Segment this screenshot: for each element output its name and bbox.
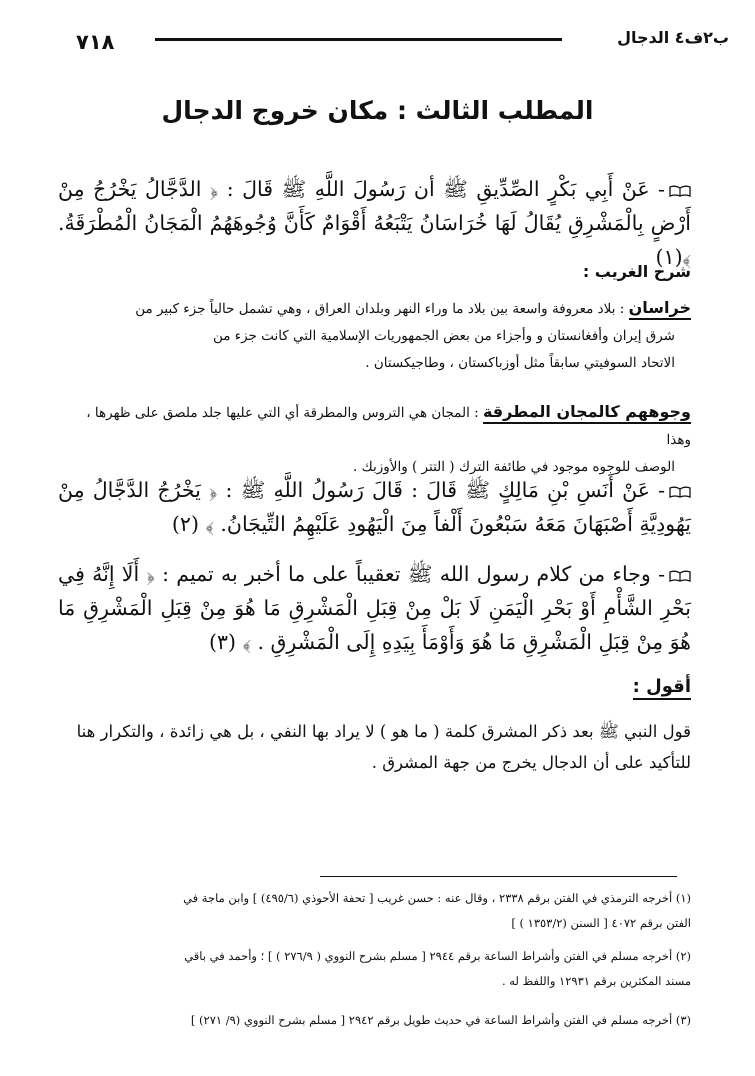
section-title: المطلب الثالث : مكان خروج الدجال [161,96,594,125]
hadith-2-text: - عَنْ أَنَسِ بْنِ مَالِكٍ ﷺ قَالَ : قَالَ رَسُولُ اللَّهِ ﷺ : ﴿ يَخْرُجُ الدَّجَّالُ مِنْ يَهُودِيَّةِ أَصْبَهَانَ مَعَهُ سَبْعُونَ أَلْفاً مِنَ الْيَهُودِ عَلَيْهِمُ التِّيجَانُ. ﴾ (٢) [58,478,691,536]
gloss-line: : المجان هي التروس والمطرقة أي التي عليها جلد ملصق على ظهرها ، وهذا [86,405,691,448]
footnote-line: مسند المكثرين برقم ١٢٩٣١ واللفظ له . [501,974,691,988]
gloss-line: شرق إيران وأفغانستان و وأجزاء من بعض الجمهوريات الإسلامية التي كانت جزء من [212,328,675,344]
gloss-line: : بلاد معروفة واسعة بين بلاد ما وراء النهر وبلدان العراق ، وهي تشمل حالياً جزء كبير من [135,301,625,317]
running-header: ب٢ف٤ الدجال [617,28,729,47]
footnote-line: (٢) أخرجه مسلم في الفتن وأشراط الساعة برقم ٢٩٤٤ [ مسلم بشرح النووي ( ٢٧٦/٩ ) ] ؛ وأحمد في باقي [184,949,691,963]
comment-paragraph: قول النبي ﷺ بعد ذكر المشرق كلمة ( ما هو ) لا يراد بها النفي ، بل هي زائدة ، والتكرار هنا للتأكيد على أن الدجال يخرج من جهة المشرق . [76,722,691,772]
footnote-line: الفتن برقم ٤٠٧٢ [ السنن (١٣٥٣/٢ ) ] [511,916,691,930]
gloss-item [58,398,691,481]
page-number: ٧١٨ [76,30,115,54]
gloss-item [58,294,691,377]
footnote-line: (١) أخرجه الترمذي في الفتن برقم ٢٣٣٨ ، وقال عنه : حسن غريب [ تحفة الأحوذي (٤٩٥/٦) ] وابن ماجة في [183,891,691,905]
open-book-icon [669,486,691,498]
comment-heading [58,676,691,697]
footnote-rule [320,876,677,877]
gloss-term: وجوههم كالمجان المطرقة [483,402,691,424]
hadith-1 [58,172,691,274]
comment-heading-text: أقول : [633,676,691,700]
footnote-2 [58,944,691,994]
footnote-1 [58,886,691,936]
header-rule [155,38,562,41]
hadith-3 [58,557,691,659]
footnote-line: (٣) أخرجه مسلم في الفتن وأشراط الساعة في حديث طويل برقم ٢٩٤٢ [ مسلم بشرح النووي (٩/ ٢٧١) ] [190,1013,691,1027]
hadith-3-text: - وجاء من كلام رسول الله ﷺ تعقيباً على ما أخبر به تميم : ﴿ أَلَا إِنَّهُ فِي بَحْرِ الشَّأْمِ أَوْ بَحْرِ الْيَمَنِ لَا بَلْ مِنْ قِبَلِ الْمَشْرِقِ مَا هُوَ مِنْ قِبَلِ الْمَشْرِقِ مَا هُوَ مِنْ قِبَلِ الْمَشْرِقِ مَا هُوَ وَأَوْمَأَ بِيَدِهِ إِلَى الْمَشْرِقِ . ﴾ (٣) [58,562,691,654]
footnote-3 [58,1008,691,1033]
open-book-icon [669,185,691,197]
gloss-line: الوصف للوجوه موجود في طائفة الترك ( التتر ) والأوزبك . [352,459,675,475]
hadith-2 [58,473,691,541]
gloss-heading: شرح الغريب : [582,262,691,281]
gloss-term: خراسان [629,298,691,320]
gloss-line: الاتحاد السوفيتي سابقاً مثل أوزباكستان ، وطاجيكستان . [365,355,675,371]
hadith-1-text: - عَنْ أَبِي بَكْرٍ الصِّدِّيقِ ﷺ أن رَسُولَ اللَّهِ ﷺ قَالَ : ﴿ الدَّجَّالُ يَخْرُجُ مِنْ أَرْضٍ بِالْمَشْرِقِ يُقَالُ لَهَا خُرَاسَانُ يَتْبَعُهُ أَقْوَامٌ كَأَنَّ وُجُوهَهُمُ الْمَجَانُ الْمُطْرَقَةُ. ﴾(١) [58,177,691,269]
open-book-icon [669,570,691,582]
